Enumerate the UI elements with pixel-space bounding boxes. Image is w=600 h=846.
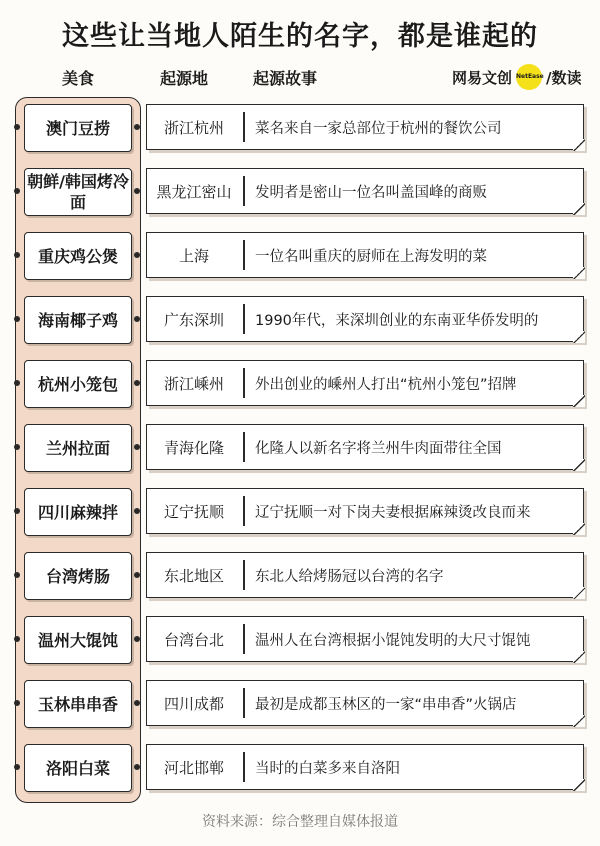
divider: [243, 432, 245, 462]
table-row: [0, 744, 600, 792]
origin-place: 浙江嵊州: [163, 374, 224, 393]
pin-dot: [14, 572, 20, 578]
table-row: [0, 360, 600, 408]
table-row: [0, 488, 600, 536]
page-curl-icon: [573, 459, 585, 471]
page-curl-icon: [573, 587, 585, 599]
info-card: [146, 680, 584, 726]
pin-dot: [134, 380, 140, 386]
origin-place: 上海: [178, 246, 209, 265]
origin-place: 四川成都: [163, 694, 224, 713]
origin-story: 当时的白菜多来自洛阳: [255, 760, 400, 777]
origin-story: 发明者是密山一位名叫盖国峰的商贩: [255, 184, 487, 201]
table-row: [0, 616, 600, 664]
pin-dot: [134, 764, 140, 770]
origin-story: 温州人在台湾根据小馄饨发明的大尺寸馄饨: [255, 632, 531, 649]
divider: [243, 496, 245, 526]
page-curl-icon: [573, 779, 585, 791]
divider: [243, 752, 245, 782]
divider: [243, 624, 245, 654]
divider: [243, 240, 245, 270]
pin-dot: [14, 508, 20, 514]
pin-dot: [14, 188, 20, 194]
origin-story: 最初是成都玉林区的一家“串串香”火锅店: [255, 696, 517, 713]
origin-place: 广东深圳: [163, 310, 224, 329]
pin-dot: [134, 124, 140, 130]
pin-dot: [14, 636, 20, 642]
pin-dot: [14, 444, 20, 450]
page-curl-icon: [573, 395, 585, 407]
divider: [243, 368, 245, 398]
brand-logo: [452, 64, 592, 92]
table-row: [0, 424, 600, 472]
divider: [243, 560, 245, 590]
page-curl-icon: [573, 651, 585, 663]
source-note: 资料来源：综合整理自媒体报道: [202, 814, 398, 830]
divider: [243, 688, 245, 718]
origin-story: 辽宁抚顺一对下岗夫妻根据麻辣烫改良而来: [255, 504, 531, 521]
divider: [243, 176, 245, 206]
header-food: 美食: [62, 69, 95, 88]
brand-right-text: /数读: [546, 69, 582, 87]
pin-dot: [134, 700, 140, 706]
food-name: 四川麻辣拌: [24, 488, 132, 536]
origin-story: 外出创业的嵊州人打出“杭州小笼包”招牌: [255, 376, 517, 393]
table-row: [0, 168, 600, 216]
info-card: [146, 552, 584, 598]
info-card: [146, 360, 584, 406]
pin-dot: [14, 380, 20, 386]
page-curl-icon: [573, 331, 585, 343]
origin-place: 东北地区: [163, 566, 224, 585]
info-card: [146, 744, 584, 790]
divider: [243, 112, 245, 142]
food-name: 台湾烤肠: [24, 552, 132, 600]
pin-dot: [134, 444, 140, 450]
info-card: [146, 232, 584, 278]
origin-place: 台湾台北: [163, 630, 224, 649]
origin-place: 青海化隆: [163, 438, 224, 457]
pin-dot: [14, 316, 20, 322]
header-story: 起源故事: [253, 69, 318, 88]
food-name: 杭州小笼包: [24, 360, 132, 408]
page-curl-icon: [573, 715, 585, 727]
origin-story: 菜名来自一家总部位于杭州的餐饮公司: [255, 120, 502, 137]
table-row: [0, 232, 600, 280]
food-name: 重庆鸡公煲: [24, 232, 132, 280]
origin-story: 东北人给烤肠冠以台湾的名字: [255, 568, 444, 585]
table-row: [0, 296, 600, 344]
origin-place: 河北邯郸: [163, 758, 224, 777]
page-curl-icon: [573, 523, 585, 535]
pin-dot: [14, 764, 20, 770]
origin-story: 一位名叫重庆的厨师在上海发明的菜: [255, 248, 487, 265]
page-curl-icon: [573, 139, 585, 151]
header-origin: 起源地: [160, 69, 209, 88]
page-curl-icon: [573, 203, 585, 215]
origin-place: 浙江杭州: [163, 118, 224, 137]
page-curl-icon: [573, 267, 585, 279]
table-row: [0, 104, 600, 152]
origin-story: 化隆人以新名字将兰州牛肉面带往全国: [255, 440, 502, 457]
brand-dot: NetEase: [516, 64, 542, 90]
pin-dot: [134, 188, 140, 194]
pin-dot: [14, 700, 20, 706]
info-card: [146, 424, 584, 470]
pin-dot: [134, 252, 140, 258]
info-card: [146, 616, 584, 662]
food-name: 温州大馄饨: [24, 616, 132, 664]
food-name: 澳门豆捞: [24, 104, 132, 152]
pin-dot: [134, 572, 140, 578]
info-card: [146, 104, 584, 150]
pin-dot: [134, 316, 140, 322]
pin-dot: [14, 124, 20, 130]
divider: [243, 304, 245, 334]
pin-dot: [134, 636, 140, 642]
brand-left-text: 网易文创: [452, 69, 513, 87]
pin-dot: [14, 252, 20, 258]
origin-place: 辽宁抚顺: [163, 502, 224, 521]
food-name: 玉林串串香: [24, 680, 132, 728]
food-name: 朝鲜/韩国烤冷面: [24, 168, 132, 216]
food-name: 洛阳白菜: [24, 744, 132, 792]
table-row: [0, 552, 600, 600]
info-card: [146, 296, 584, 342]
pin-dot: [134, 508, 140, 514]
page-title: 这些让当地人陌生的名字，都是谁起的: [62, 21, 538, 52]
info-card: [146, 488, 584, 534]
table-row: [0, 680, 600, 728]
origin-place: 黑龙江密山: [156, 182, 232, 201]
info-card: [146, 168, 584, 214]
food-name: 海南椰子鸡: [24, 296, 132, 344]
food-name: 兰州拉面: [24, 424, 132, 472]
origin-story: 1990年代，来深圳创业的东南亚华侨发明的: [255, 312, 539, 329]
